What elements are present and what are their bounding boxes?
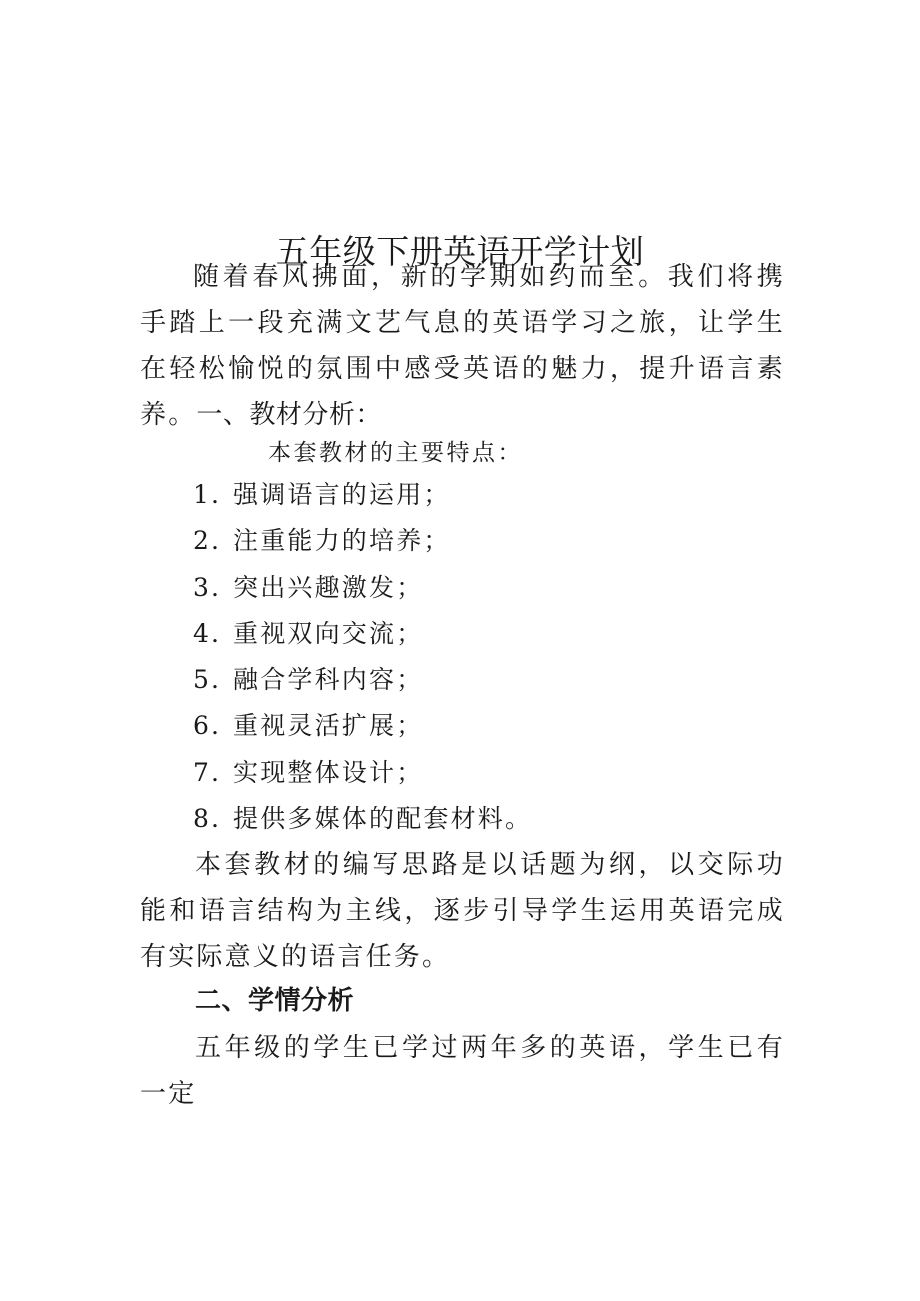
feature-text: 重视灵活扩展； xyxy=(233,711,424,741)
feature-number: 7． xyxy=(193,757,239,787)
feature-number: 2． xyxy=(193,526,239,556)
feature-item xyxy=(193,703,532,749)
feature-number: 4． xyxy=(193,618,239,648)
feature-text: 提供多媒体的配套材料。 xyxy=(233,804,533,834)
feature-text: 注重能力的培养； xyxy=(233,526,451,556)
feature-number: 8． xyxy=(193,804,239,834)
feature-item xyxy=(193,518,532,564)
feature-number: 1． xyxy=(193,480,239,509)
intro-paragraph xyxy=(140,254,785,438)
feature-item xyxy=(193,657,532,703)
summary-paragraph: 本套教材的编写思路是以话题为纲，以交际功能和语言结构为主线，逐步引导学生运用英语完成有实际意义的语言任务。 xyxy=(140,850,785,972)
feature-list xyxy=(193,472,532,842)
feature-text: 突出兴趣激发； xyxy=(233,572,424,602)
intro-text: 随着春风拂面，新的学期如约而至。我们将携手踏上一段充满文艺气息的英语学习之旅，让学生在轻松愉悦的氛围中感受英语的魅力，提升语言素养。 xyxy=(140,262,785,430)
feature-number: 3． xyxy=(193,572,239,602)
feature-text: 强调语言的运用； xyxy=(233,480,451,509)
feature-text: 重视双向交流； xyxy=(233,618,424,648)
feature-item xyxy=(193,750,532,796)
section-heading-materials: 一、教材分析： xyxy=(196,400,382,430)
section-heading-students: 二、学情分析 xyxy=(195,986,355,1016)
students-paragraph: 五年级的学生已学过两年多的英语，学生已有一定 xyxy=(140,1033,785,1109)
feature-number: 5． xyxy=(193,665,239,695)
features-heading: 本套教材的主要特点： xyxy=(268,440,523,466)
feature-item xyxy=(193,611,532,657)
feature-text: 实现整体设计； xyxy=(233,757,424,787)
feature-item xyxy=(193,565,532,611)
feature-number: 6． xyxy=(193,711,239,741)
feature-item xyxy=(193,796,532,842)
document-title: 五年级下册英语开学计划 xyxy=(275,232,645,272)
feature-text: 融合学科内容； xyxy=(233,665,424,695)
feature-item xyxy=(193,472,532,518)
